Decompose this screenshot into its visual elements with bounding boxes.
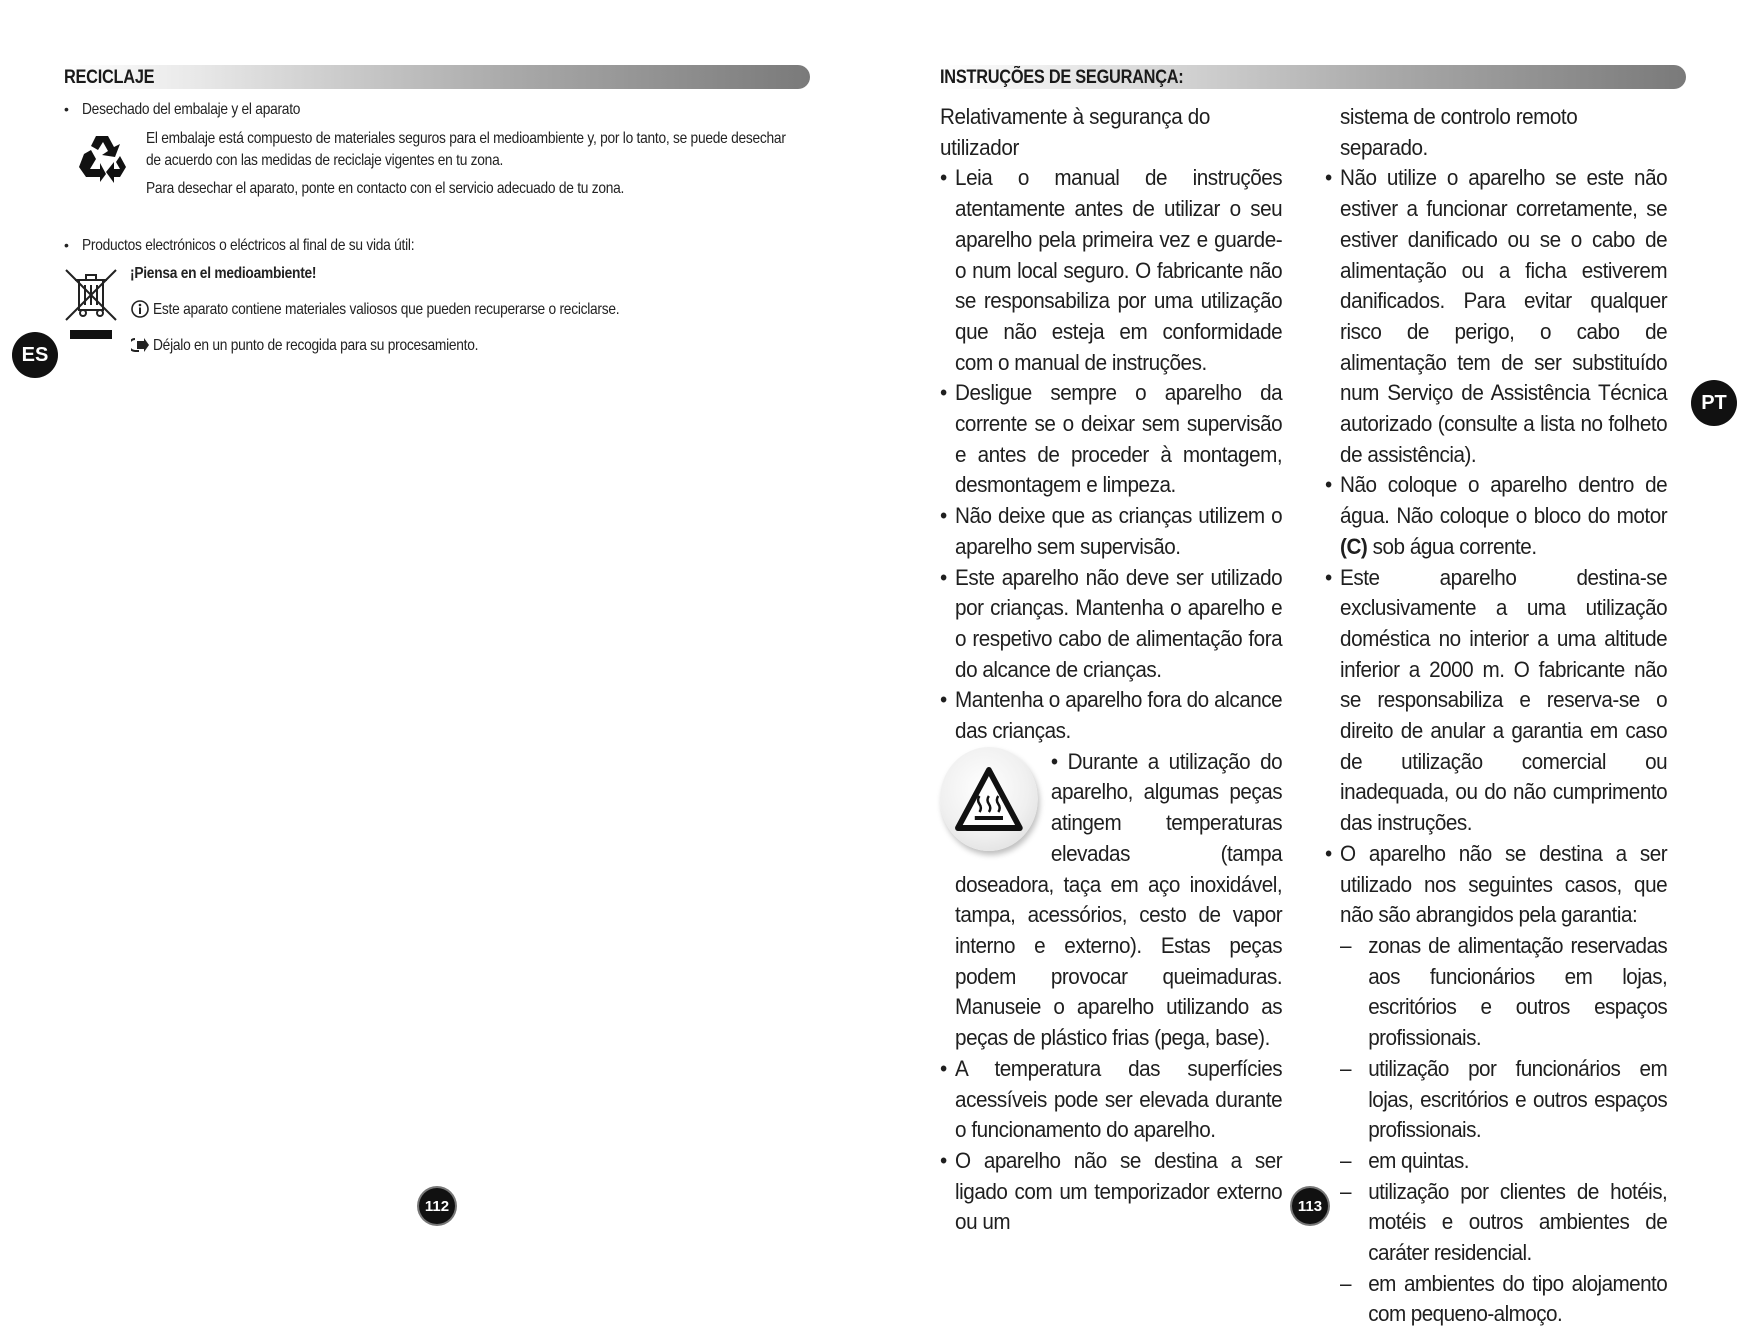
item2-heading: ¡Piensa en el medioambiente! xyxy=(130,265,317,282)
item1-text2: Para desechar el aparato, ponte en contacto con el servicio adecuado de tu zona. xyxy=(146,180,625,197)
water-text-a: Não coloque o aparelho dentro de água. Não coloque o bloco do motor xyxy=(1340,472,1668,529)
left-title-bar xyxy=(64,65,810,89)
safety-bullet: • Não deixe que as crianças utilizem o aparelho sem supervisão. xyxy=(940,501,1282,562)
hot-surface-text: • Durante a utilização do aparelho, algumas peças atingem temperaturas elevadas (tampa doseadora, taça em aço inoxidável, tampa, acessórios, cesto de vapor interno e externo). Estas peças podem provocar queimaduras. Manuseie o aparelho utilizando as peças de plástico frias (pega, base). xyxy=(955,748,1283,1051)
arrow-right-icon xyxy=(131,336,149,354)
left-page xyxy=(0,0,874,1241)
safety-column-2 xyxy=(1325,102,1667,1330)
exclusion-item: – utilização por funcionários em lojas, escritórios e outros espaços profissionais. xyxy=(1340,1054,1667,1146)
item1-text-line1: El embalaje está compuesto de materiales seguros para el medioambiente y, por lo tanto, se puede desechar xyxy=(146,130,786,147)
safety-bullet: • Leia o manual de instruções atentamente antes de utilizar o seu aparelho pela primeira vez e guarde-o num local seguro. O fabricante não se responsabiliza por uma utilização que não esteja em conformidade com o manual de instruções. xyxy=(940,163,1282,378)
exclusion-item: – utilização por clientes de hotéis, motéis e outros ambientes de caráter residencial. xyxy=(1340,1177,1667,1269)
left-page-title: RECICLAJE xyxy=(64,67,155,88)
crossed-bin-icon xyxy=(64,268,118,344)
col2-continuation: sistema de controlo remoto separado. xyxy=(1340,104,1578,160)
exclusion-list xyxy=(1325,931,1667,1330)
item2-action: Déjalo en un punto de recogida para su procesamiento. xyxy=(153,337,479,354)
right-page-title: INSTRUÇÕES DE SEGURANÇA: xyxy=(940,67,1184,88)
item2-info: Este aparato contiene materiales valiosos que pueden recuperarse o reciclarse. xyxy=(153,301,620,318)
page-number-right: 113 xyxy=(1292,1188,1328,1224)
safety-bullet: • Este aparelho não deve ser utilizado por crianças. Mantenha o aparelho e o respetivo cabo de alimentação fora do alcance de crianças. xyxy=(940,563,1282,686)
water-text-b: sob água corrente. xyxy=(1367,533,1537,559)
hot-surface-warning xyxy=(940,747,1282,1054)
right-page xyxy=(874,0,1749,1327)
info-icon xyxy=(131,300,149,318)
safety-bullet: • Mantenha o aparelho fora do alcance das crianças. xyxy=(940,685,1282,746)
safety-bullet: • Não utilize o aparelho se este não estiver a funcionar corretamente, se estiver danificado ou se o cabo de alimentação ou a ficha estiverem danificados. Para evitar qualquer risco de perigo, o cabo de alimentação tem de ser substituído num Serviço de Assistência Técnica autorizado (consulte a lista no folheto de assistência). xyxy=(1325,163,1667,470)
safety-bullet: • A temperatura das superfícies acessíveis pode ser elevada durante o funcionamento do aparelho. xyxy=(940,1054,1282,1146)
safety-bullet: • O aparelho não se destina a ser utilizado nos seguintes casos, que não são abrangidos pela garantia: xyxy=(1325,839,1667,931)
language-badge-es: ES xyxy=(12,332,58,378)
safety-bullet: • Este aparelho destina-se exclusivamente a uma utilização doméstica no interior a uma altitude inferior a 2000 m. O fabricante não se responsabiliza e reserva-se o direito de anular a garantia em caso de utilização comercial ou inadequada, ou do não cumprimento das instruções. xyxy=(1325,563,1667,839)
safety-bullet-water xyxy=(1325,470,1667,562)
item1-label: Desechado del embalaje y el aparato xyxy=(82,101,301,118)
safety-intro: Relativamente à segurança do utilizador xyxy=(940,104,1210,160)
page-number-left: 112 xyxy=(419,1188,455,1224)
motor-block-ref: (C) xyxy=(1340,533,1368,559)
item1-text-line2: de acuerdo con las medidas de reciclaje vigentes en tu zona. xyxy=(146,152,504,169)
hot-surface-warning-icon xyxy=(940,747,1038,851)
safety-column-1 xyxy=(940,102,1282,1238)
exclusion-item: – em ambientes do tipo alojamento com pequeno-almoço. xyxy=(1340,1269,1667,1330)
language-badge-pt: PT xyxy=(1691,380,1737,426)
recycle-icon xyxy=(74,130,130,186)
safety-bullet: • O aparelho não se destina a ser ligado com um temporizador externo ou um xyxy=(940,1146,1282,1238)
item2-label: Productos electrónicos o eléctricos al final de su vida útil: xyxy=(82,237,415,254)
safety-bullet: • Desligue sempre o aparelho da corrente se o deixar sem supervisão e antes de proceder à montagem, desmontagem e limpeza. xyxy=(940,378,1282,501)
exclusion-item: – zonas de alimentação reservadas aos funcionários em lojas, escritórios e outros espaços profissionais. xyxy=(1340,931,1667,1054)
exclusion-item: – em quintas. xyxy=(1340,1146,1667,1177)
bullet-dot: • xyxy=(64,101,69,117)
bullet-dot: • xyxy=(64,237,69,253)
